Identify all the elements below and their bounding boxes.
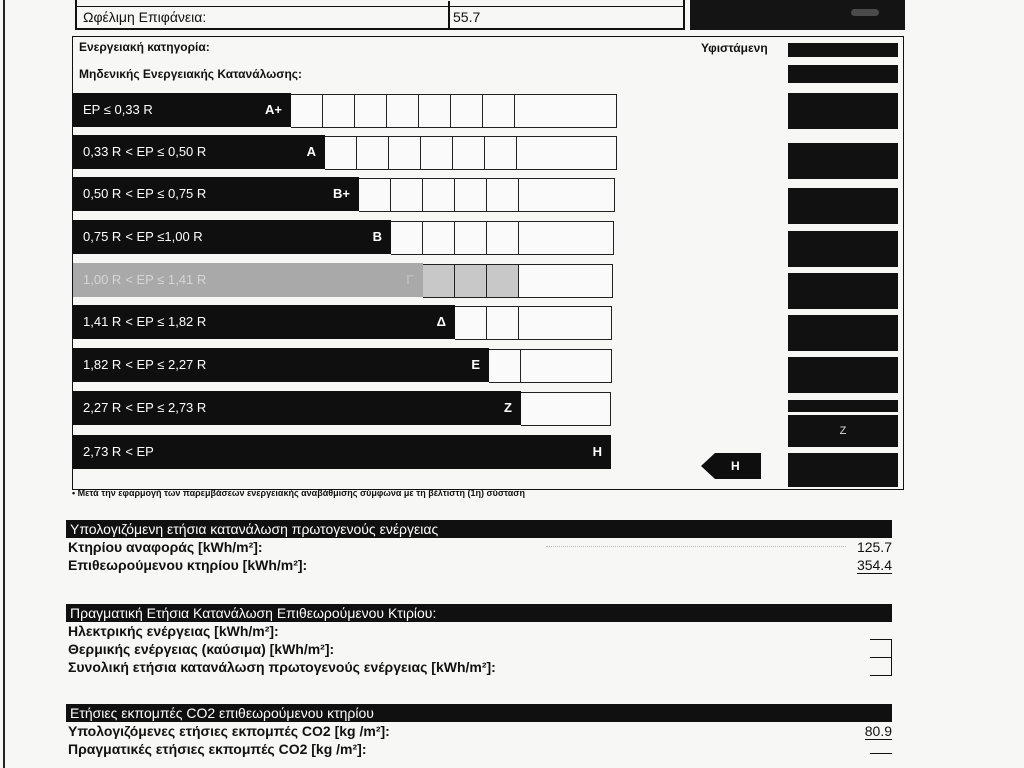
- class-range: EP ≤ 0,33 R: [83, 102, 153, 117]
- class-range: 1,41 R: [83, 314, 122, 329]
- grid-cell: [487, 222, 519, 254]
- row-value: 125.7: [856, 539, 892, 555]
- class-bar: [73, 305, 455, 339]
- class-grid: [455, 306, 612, 340]
- energy-class-panel: [72, 36, 904, 490]
- class-row: [73, 435, 611, 469]
- grid-cell: [359, 179, 391, 211]
- class-letter: H: [592, 444, 602, 459]
- class-bar: [73, 93, 291, 127]
- grid-cell: [455, 307, 487, 339]
- class-row: [73, 263, 612, 297]
- class-row: [73, 305, 611, 339]
- class-bar: [73, 435, 611, 469]
- current-class-letter: H: [731, 459, 740, 473]
- existing-column: [788, 43, 900, 488]
- class-letter: E: [471, 357, 480, 372]
- existing-bar: [788, 65, 898, 83]
- grid-cell: [389, 137, 421, 169]
- existing-bar: [788, 93, 898, 129]
- grid-cell: [391, 222, 423, 254]
- grid-cell: [487, 179, 519, 211]
- row-value: 354.4: [856, 557, 892, 573]
- class-bar: [73, 135, 325, 169]
- class-range: 1,00 R: [83, 272, 122, 287]
- grid-cell: [391, 179, 423, 211]
- class-bar: [73, 263, 423, 297]
- grid-cell: [423, 179, 455, 211]
- class-grid: [391, 221, 614, 255]
- class-row: [73, 93, 616, 127]
- co2-section: [66, 704, 892, 758]
- class-bar: [73, 348, 489, 382]
- grid-cell: [355, 95, 387, 127]
- class-letter: Γ: [406, 272, 414, 287]
- grid-cell: [455, 265, 487, 297]
- grid-cell: [357, 137, 389, 169]
- existing-bar: Z: [788, 415, 898, 447]
- existing-label: Υφιστάμενη: [701, 41, 768, 55]
- class-letter: Δ: [436, 314, 446, 329]
- class-bar: [73, 177, 359, 211]
- class-row: [73, 177, 614, 211]
- grid-cell: [485, 137, 517, 169]
- current-class-arrow: [701, 453, 761, 479]
- existing-bar: [788, 43, 898, 57]
- class-bar: [73, 391, 521, 425]
- reference-building-row: [66, 538, 892, 556]
- row-label: Κτηρίου αναφοράς [kWh/m²]:: [68, 539, 263, 555]
- grid-cell: [423, 222, 455, 254]
- dark-photo-block: [690, 0, 905, 30]
- class-bar: [73, 220, 391, 254]
- existing-bar: [788, 453, 898, 487]
- electric-energy-row: [66, 622, 892, 640]
- class-range-rest: < EP ≤ 1,82 R: [125, 314, 207, 329]
- grid-cell: [483, 95, 515, 127]
- grid-cell: [455, 179, 487, 211]
- grid-cell: [455, 222, 487, 254]
- energy-class-subtitle: Μηδενικής Ενεργειακής Κατανάλωσης:: [79, 67, 303, 81]
- existing-bar: [788, 400, 898, 412]
- row-label: Ηλεκτρικής ενέργειας [kWh/m²]:: [68, 623, 279, 639]
- class-range: 2,27 R: [83, 400, 122, 415]
- class-range: 0,50 R: [83, 186, 122, 201]
- class-range-rest: < EP ≤ 2,73 R: [125, 400, 207, 415]
- grid-cell: [487, 307, 519, 339]
- class-grid: [325, 136, 617, 170]
- existing-bar: [788, 231, 898, 267]
- existing-bar: [788, 315, 898, 351]
- actual-consumption-section: [66, 604, 892, 676]
- class-range-rest: < EP ≤ 2,27 R: [125, 357, 207, 372]
- class-row: [73, 348, 611, 382]
- floor-area-value: 55.7: [453, 9, 481, 25]
- class-grid: [359, 178, 615, 212]
- class-letter: A: [306, 144, 316, 159]
- section-heading: Ετήσιες εκπομπές CO2 επιθεωρούμενου κτηρίου: [66, 704, 892, 722]
- inspected-building-row: [66, 556, 892, 574]
- row-label: Πραγματικές ετήσιες εκπομπές CO2 [kg /m²]:: [68, 741, 367, 757]
- floor-area-table: [75, 0, 685, 30]
- grid-cell: [451, 95, 483, 127]
- actual-co2-row: [66, 740, 892, 758]
- class-row: [73, 135, 616, 169]
- class-range-rest: < EP ≤ 0,50 R: [125, 144, 207, 159]
- class-row: [73, 220, 613, 254]
- grid-cell: [487, 265, 519, 297]
- grid-cell: [323, 95, 355, 127]
- class-letter: B: [372, 229, 382, 244]
- energy-class-title: Ενεργειακή κατηγορία:: [79, 40, 210, 54]
- existing-bar: [788, 273, 898, 309]
- grid-cell: [421, 137, 453, 169]
- grid-cell: [387, 95, 419, 127]
- grid-cell: [453, 137, 485, 169]
- row-value: 80.9: [864, 723, 892, 739]
- grid-cell: [489, 350, 521, 382]
- class-range-rest: < EP ≤1,00 R: [125, 229, 203, 244]
- class-grid: [291, 94, 617, 128]
- class-range-rest: < EP ≤ 0,75 R: [125, 186, 207, 201]
- class-range-rest: < EP ≤ 1,41 R: [125, 272, 207, 287]
- total-primary-row: [66, 658, 892, 676]
- class-range: 0,33 R: [83, 144, 122, 159]
- existing-bar: [788, 188, 898, 224]
- row-label: Επιθεωρούμενου κτηρίου [kWh/m²]:: [68, 557, 308, 573]
- class-letter: Z: [504, 400, 512, 415]
- footnote: • Μετά την εφαρμογή των παρεμβάσεων ενεργειακής αναβάθμισης σύμφωνα με τη βέλτιστη (1η) σύσταση: [72, 488, 525, 498]
- grid-cell: [325, 137, 357, 169]
- class-grid: [521, 392, 611, 426]
- class-grid: [423, 264, 613, 298]
- grid-cell: [423, 265, 455, 297]
- row-label: Υπολογιζόμενες ετήσιες εκπομπές CO2 [kg /m²]:: [68, 723, 390, 739]
- cell-divider: [448, 1, 450, 29]
- calculated-co2-row: [66, 722, 892, 740]
- floor-area-label: Ωφέλιμη Επιφάνεια:: [83, 9, 207, 25]
- class-range: 2,73 R: [83, 444, 122, 459]
- class-range: 1,82 R: [83, 357, 122, 372]
- row-label: Συνολική ετήσια κατανάλωση πρωτογενούς ενέργειας [kWh/m²]:: [68, 659, 496, 675]
- class-grid: [489, 349, 612, 383]
- grid-cell: [419, 95, 451, 127]
- existing-bar: [788, 357, 898, 393]
- class-letter: A+: [265, 102, 282, 117]
- class-range: 0,75 R: [83, 229, 122, 244]
- class-letter: B+: [333, 186, 350, 201]
- class-row: [73, 391, 610, 425]
- row-label: Θερμικής ενέργειας (καύσιμα) [kWh/m²]:: [68, 641, 335, 657]
- section-heading: Υπολογιζόμενη ετήσια κατανάλωση πρωτογενούς ενέργειας: [66, 520, 892, 538]
- floor-area-row: [77, 6, 683, 28]
- section-heading: Πραγματική Ετήσια Κατανάλωση Επιθεωρούμενου Κτιρίου:: [66, 604, 892, 622]
- class-range-rest: < EP: [125, 444, 154, 459]
- scan-edge: [3, 0, 5, 768]
- thermal-energy-row: [66, 640, 892, 658]
- existing-bar: [788, 143, 898, 179]
- grid-cell: [291, 95, 323, 127]
- primary-consumption-section: [66, 520, 892, 574]
